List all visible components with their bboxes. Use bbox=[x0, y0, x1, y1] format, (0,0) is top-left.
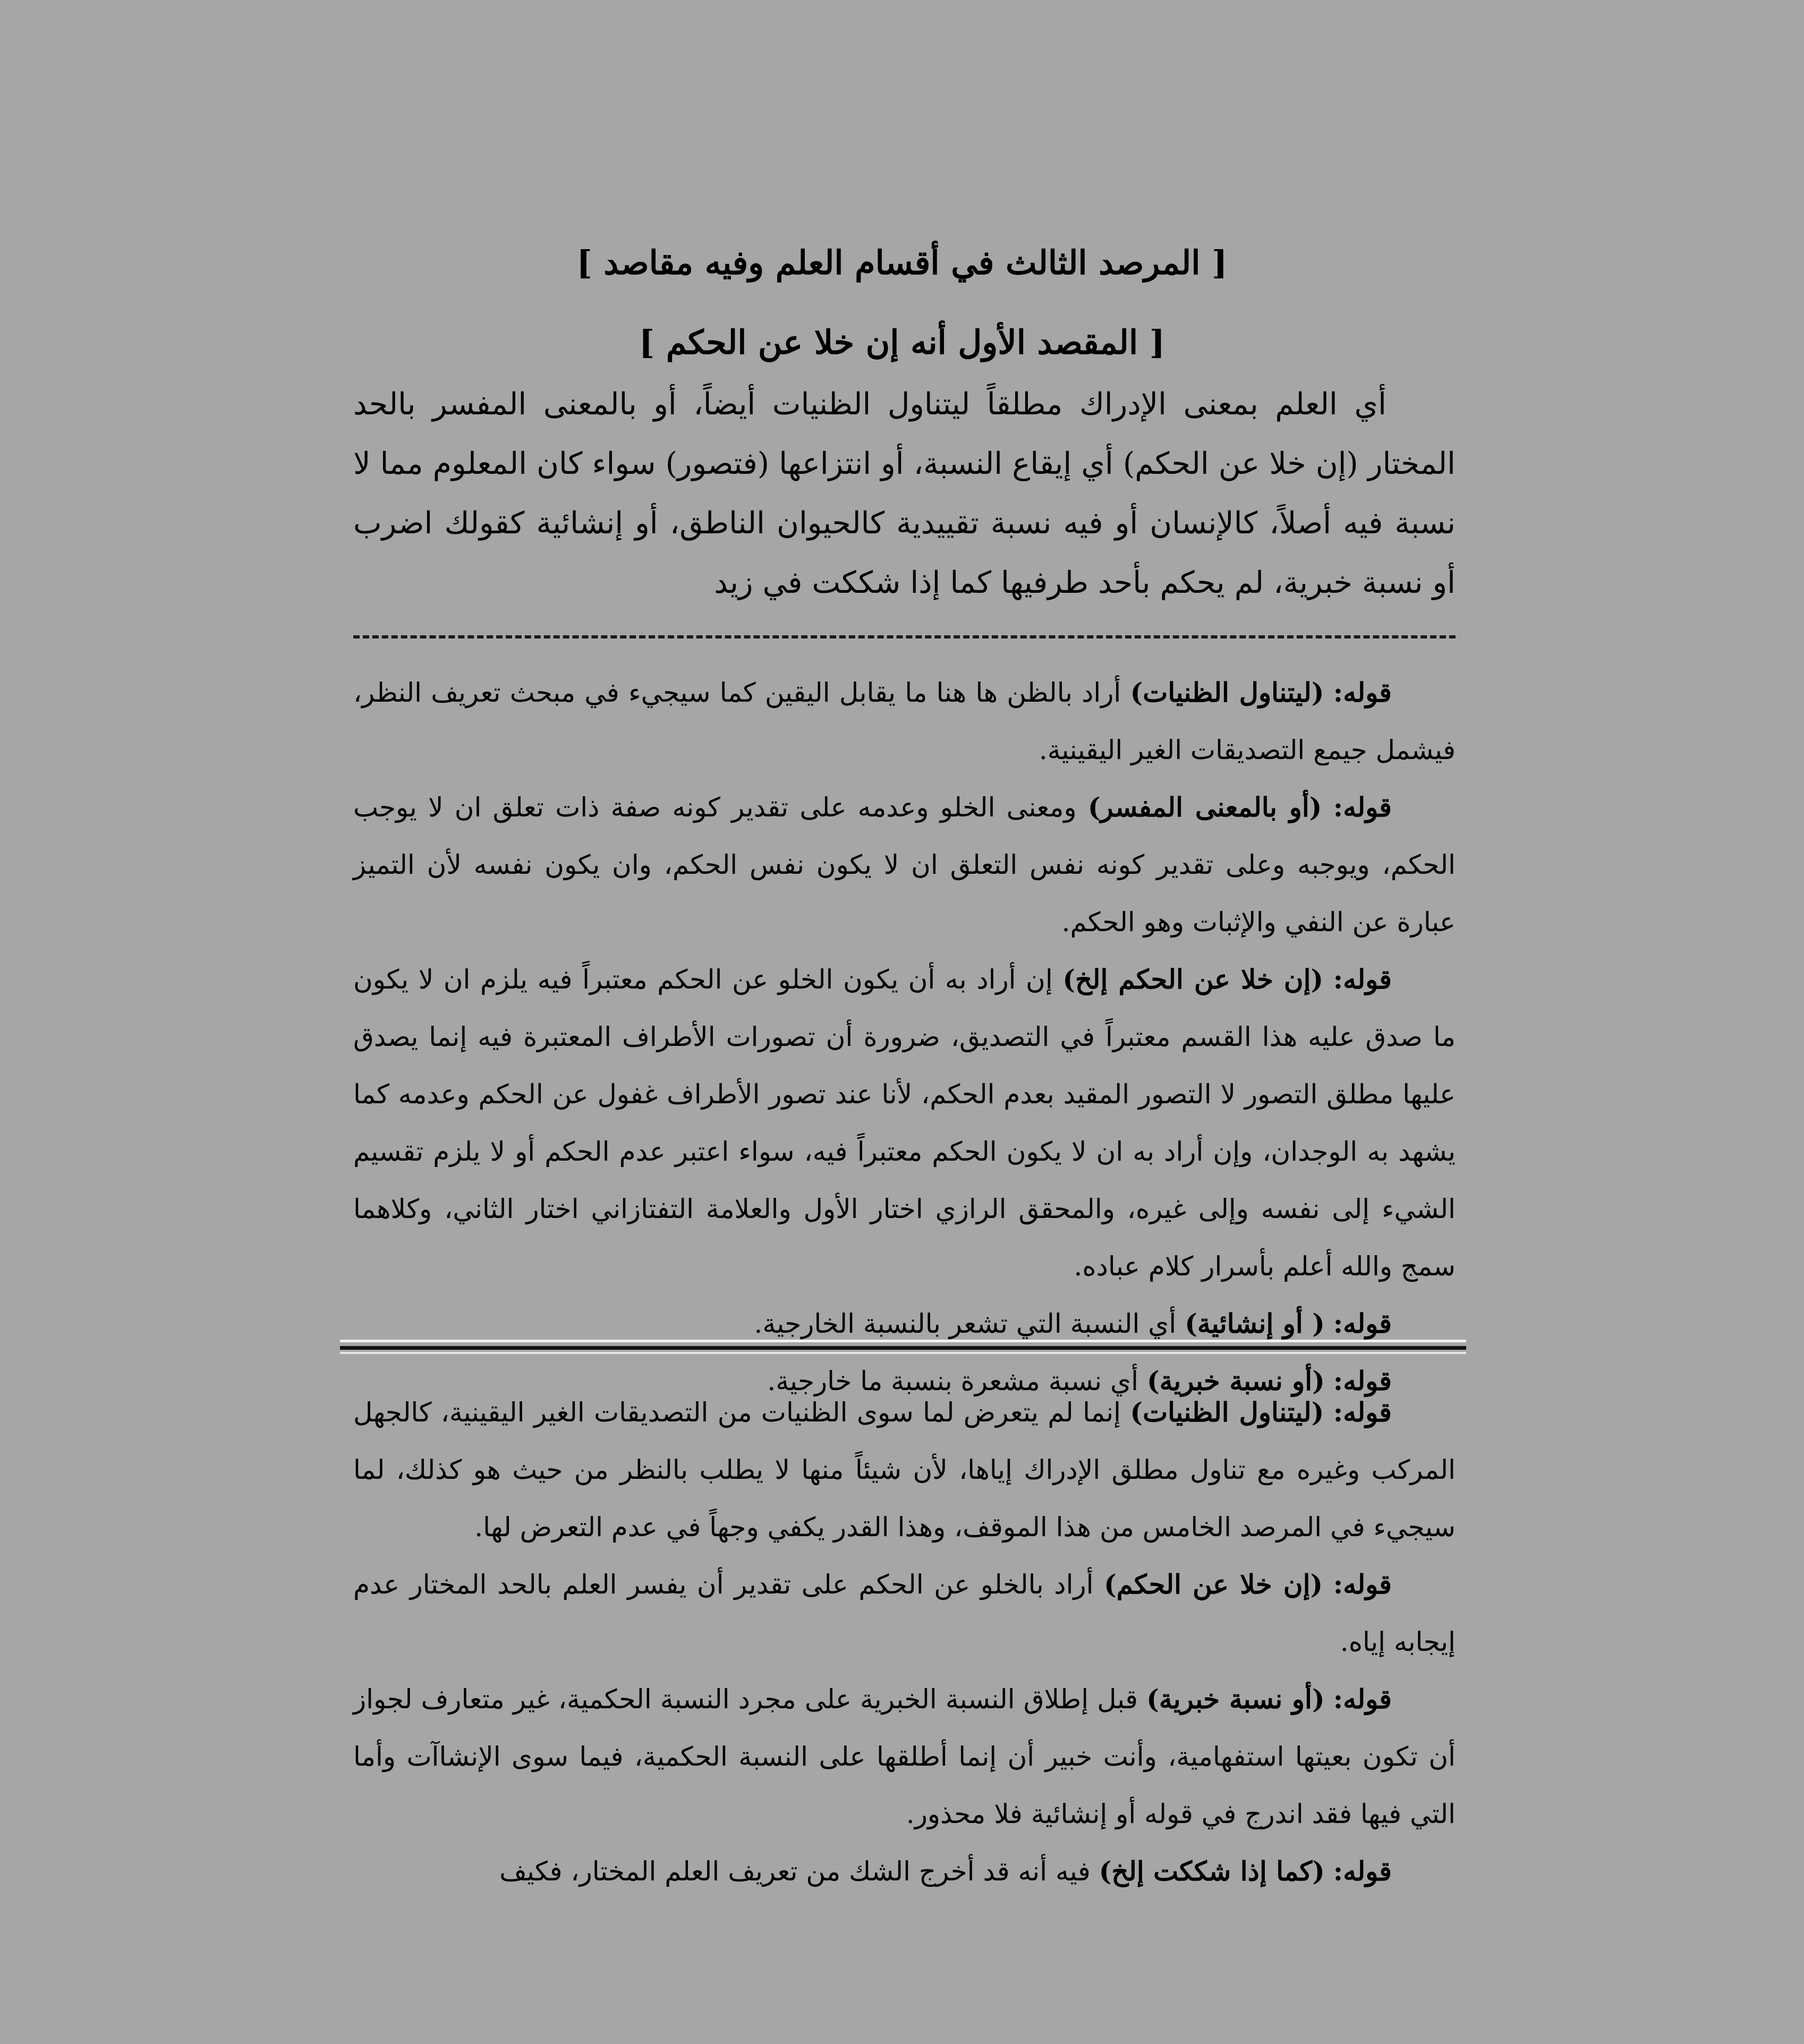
divider-line bbox=[340, 1340, 1466, 1342]
commentary-keyword: قوله: bbox=[1333, 1569, 1392, 1600]
divider-line bbox=[340, 1352, 1466, 1354]
commentary-quote: (إن خلا عن الحكم) bbox=[1104, 1569, 1323, 1600]
headings bbox=[0, 223, 1804, 382]
commentary-text: أراد بالخلو عن الحكم على تقدير أن يفسر العلم بالحد المختار عدم إيجابه إياه. bbox=[353, 1569, 1456, 1657]
commentary-keyword: قوله: bbox=[1333, 677, 1392, 708]
commentary-quote: (ليتناول الظنيات) bbox=[1130, 677, 1324, 708]
section-title: [ المرصد الثالث في أقسام العلم وفيه مقاصد ] bbox=[576, 243, 1228, 282]
commentary-paragraph bbox=[353, 664, 1456, 779]
commentary-paragraph bbox=[353, 1384, 1456, 1556]
commentary-text: فيه أنه قد أخرج الشك من تعريف العلم المختار، فكيف bbox=[499, 1856, 1091, 1887]
commentary-paragraph bbox=[353, 1843, 1456, 1900]
commentary-quote: ( أو إنشائية) bbox=[1185, 1308, 1325, 1339]
main-text: أي العلم بمعنى الإدراك مطلقاً ليتناول الظنيات أيضاً، أو بالمعنى المفسر بالحد المختار (إن خلا عن الحكم) أي إيقاع النسبة، أو انتزاعها (فتصور) سواء كان المعلوم مما لا نسبة فيه أصلاً، كالإنسان أو فيه نسبة تقييدية كالحيوان الناطق، أو إنشائية كقولك اضرب أو نسبة خبرية، لم يحكم بأحد طرفيها كما إذا شككت في زيد bbox=[353, 387, 1456, 600]
commentary-group-2 bbox=[353, 1384, 1456, 1900]
commentary-group-1 bbox=[353, 664, 1456, 1410]
commentary-text: أي نسبة مشعرة بنسبة ما خارجية. bbox=[767, 1366, 1139, 1396]
section-subtitle: [ المقصد الأول أنه إن خلا عن الحكم ] bbox=[639, 323, 1165, 362]
commentary-quote: (أو بالمعنى المفسر) bbox=[1087, 791, 1322, 823]
dashed-divider bbox=[353, 635, 1456, 638]
commentary-text: قبل إطلاق النسبة الخبرية على مجرد النسبة الحكمية، غير متعارف لجواز أن تكون بعيتها استفهامية، وأنت خبير أن إنما أطلقها على النسبة الحكمية، فيما سوى الإنشاآت وأما التي فيها فقد اندرج في قوله أو إنشائية فلا محذور. bbox=[353, 1684, 1456, 1829]
commentary-paragraph bbox=[353, 1671, 1456, 1843]
commentary-keyword: قوله: bbox=[1333, 1308, 1392, 1339]
commentary-quote: (أو نسبة خبرية) bbox=[1146, 1365, 1325, 1396]
commentary-keyword: قوله: bbox=[1333, 791, 1392, 823]
commentary-text: أي النسبة التي تشعر بالنسبة الخارجية. bbox=[754, 1308, 1177, 1339]
commentary-paragraph bbox=[353, 951, 1456, 1295]
commentary-text: أراد بالظن ها هنا ما يقابل اليقين كما سيجيء في مبحث تعريف النظر، فيشمل جيمع التصديقات الغير اليقينية. bbox=[353, 677, 1456, 765]
commentary-quote: (أو نسبة خبرية) bbox=[1146, 1683, 1325, 1715]
commentary-paragraph bbox=[353, 779, 1456, 951]
commentary-quote: (إن خلا عن الحكم إلخ) bbox=[1062, 964, 1324, 995]
commentary-text: إنما لم يتعرض لما سوى الظنيات من التصديقات الغير اليقينية، كالجهل المركب وغيره مع تناول مطلق الإدراك إياها، لأن شيئاً منها لا يطلب بالنظر من حيث هو كذلك، لما سيجيء في المرصد الخامس من هذا الموقف، وهذا القدر يكفي وجهاً في عدم التعرض لها. bbox=[353, 1397, 1456, 1543]
commentary-paragraph bbox=[353, 1556, 1456, 1671]
commentary-keyword: قوله: bbox=[1333, 1855, 1392, 1887]
commentary-keyword: قوله: bbox=[1333, 1365, 1392, 1396]
double-divider bbox=[340, 1338, 1466, 1353]
commentary-keyword: قوله: bbox=[1333, 1683, 1392, 1715]
commentary-keyword: قوله: bbox=[1333, 964, 1392, 995]
commentary-keyword: قوله: bbox=[1333, 1396, 1392, 1428]
commentary-quote: (ليتناول الظنيات) bbox=[1130, 1396, 1324, 1428]
commentary-text: إن أراد به أن يكون الخلو عن الحكم معتبراً فيه يلزم ان لا يكون ما صدق عليه هذا القسم معتبراً في التصديق، ضرورة أن تصورات الأطراف المعتبرة فيه إنما يصدق عليها مطلق التصور لا التصور المقيد بعدم الحكم، لأنا عند تصور الأطراف غفول عن الحكم وعدمه كما يشهد به الوجدان، وإن أراد به ان لا يكون الحكم معتبراً فيه، سواء اعتبر عدم الحكم أو لا يلزم تقسيم الشيء إلى نفسه وإلى غيره، والمحقق الرازي اختار الأول والعلامة التفتازاني اختار الثاني، وكلاهما سمج والله أعلم بأسرار كلام عباده. bbox=[353, 964, 1456, 1282]
commentary-quote: (كما إذا شككت إلخ) bbox=[1099, 1855, 1325, 1887]
commentary-text: ومعنى الخلو وعدمه على تقدير كونه صفة ذات تعلق ان لا يوجب الحكم، ويوجبه وعلى تقدير كونه نفس التعلق ان لا يكون نفس الحكم، وان يكون نفسه لأن التميز عبارة عن النفي والإثبات وهو الحكم. bbox=[353, 792, 1456, 938]
divider-line bbox=[340, 1346, 1466, 1350]
